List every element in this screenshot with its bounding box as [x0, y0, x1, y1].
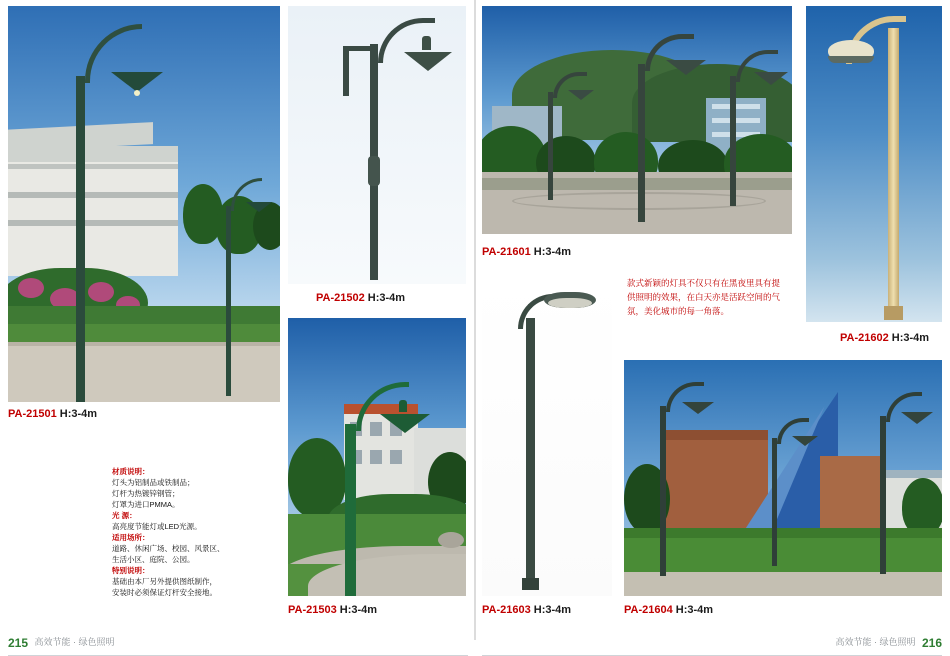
footer-right [835, 635, 942, 650]
footer-text-left: 高效节能 · 绿色照明 [34, 637, 115, 648]
spec-venue-title: 适用场所： [112, 533, 150, 542]
product-photo-pa-21602 [806, 6, 942, 322]
caption-pa-21501: PA-21501 H:3-4m [8, 408, 98, 420]
product-photo-pa-21502 [288, 6, 466, 284]
caption-pa-21604: PA-21604 H:3-4m [624, 604, 714, 616]
spec-venue-line-1: 道路、休闲广场、校园、风景区、 [112, 544, 225, 553]
spec-note-title: 特别说明： [112, 566, 150, 575]
product-photo-pa-21604 [624, 360, 942, 596]
product-photo-pa-21601 [482, 6, 792, 234]
spec-material-line-1: 灯头为铝制品或铁制品； [112, 478, 195, 487]
spec-note-line-2: 安装时必须保证灯杆安全接地。 [112, 588, 217, 597]
spec-material-line-3: 灯罩为进口PMMA。 [112, 500, 180, 509]
marketing-paragraph: 款式新颖的灯具不仅只有在黑夜里具有提供照明的效果，在白天亦是活跃空间的气氛，美化城市的每一角落。 [627, 278, 781, 316]
product-photo-pa-21501 [8, 6, 280, 402]
spec-venue-line-2: 生活小区、庭院、公园。 [112, 555, 195, 564]
spec-material-line-2: 灯杆为热镀锌钢管； [112, 489, 180, 498]
spec-material-title: 材质说明： [112, 467, 150, 476]
spec-light-title: 光 源： [112, 511, 137, 520]
footer-left [8, 635, 115, 650]
specification-block [112, 466, 322, 598]
page-gutter [474, 0, 476, 640]
caption-pa-21601: PA-21601 H:3-4m [482, 246, 572, 258]
caption-pa-21602: PA-21602 H:3-4m [840, 332, 930, 344]
spec-note-line-1: 基础由本厂另外提供图纸制作， [112, 577, 217, 586]
caption-pa-21503: PA-21503 H:3-4m [288, 604, 378, 616]
caption-pa-21502: PA-21502 H:3-4m [316, 292, 406, 304]
spec-light-line-1: 高亮度节能灯或LED光源。 [112, 522, 202, 531]
caption-pa-21603: PA-21603 H:3-4m [482, 604, 572, 616]
product-photo-pa-21603 [482, 278, 612, 596]
footer-text-right: 高效节能 · 绿色照明 [835, 637, 916, 648]
page-number-left: 215 [8, 636, 29, 650]
page-number-right: 216 [921, 636, 942, 650]
